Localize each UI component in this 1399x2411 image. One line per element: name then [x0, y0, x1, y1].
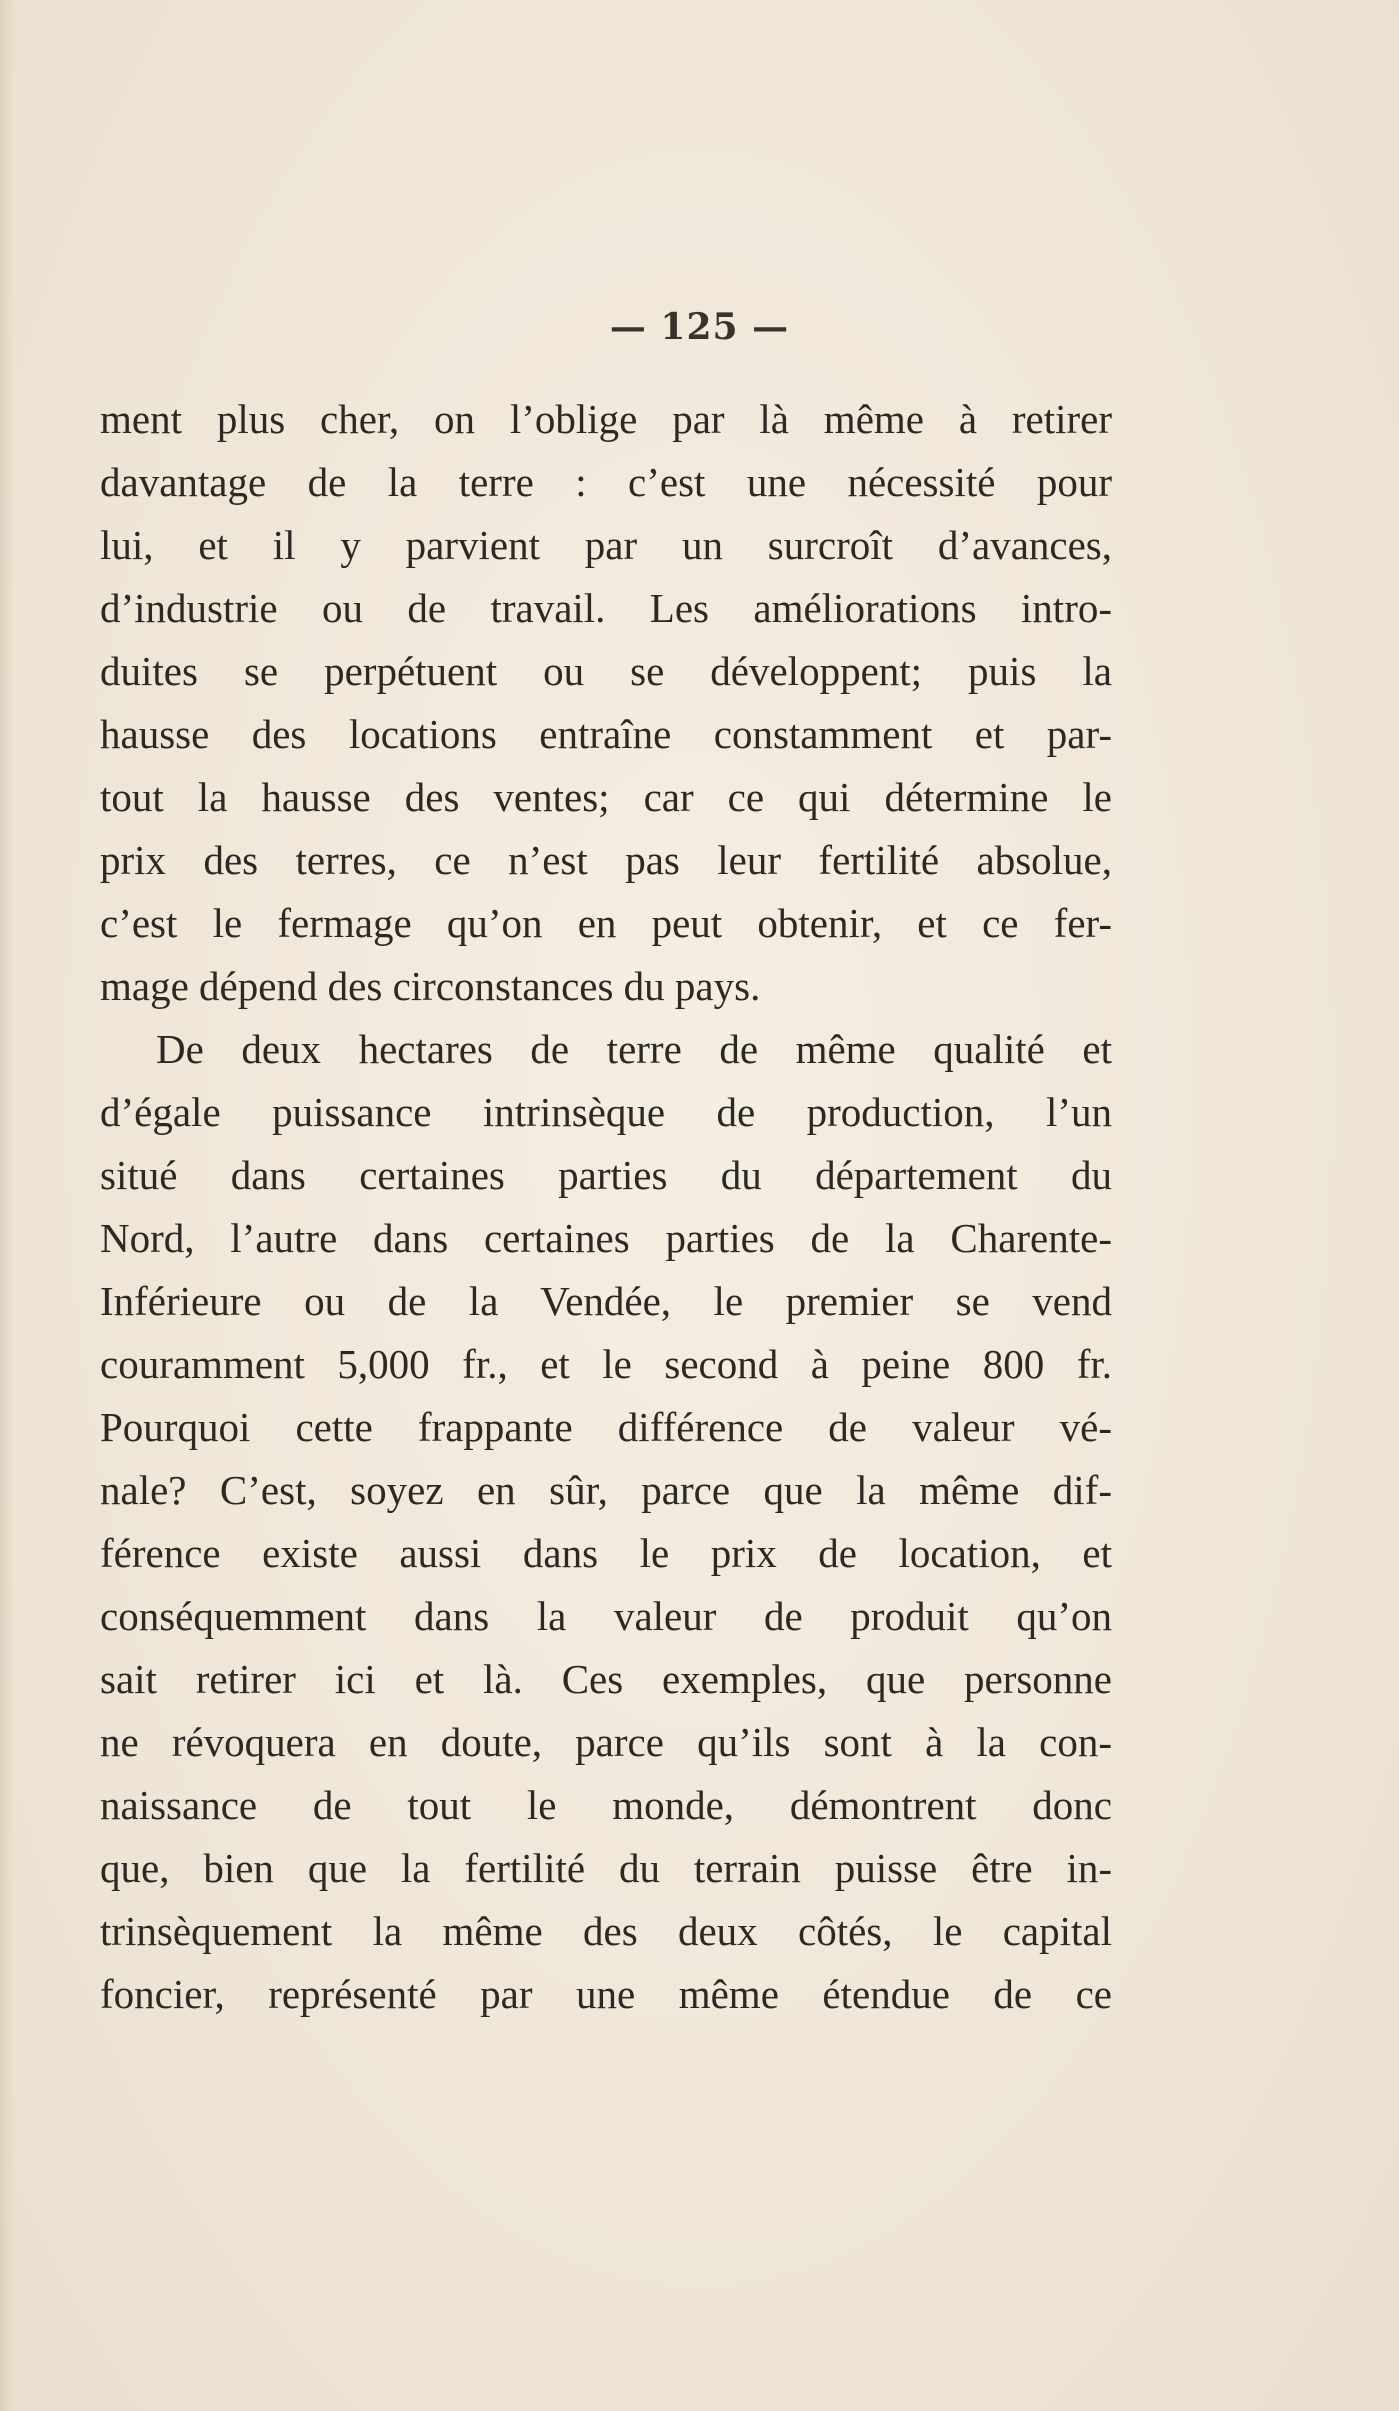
text-line: d’industrie ou de travail. Les améliorations intro- — [100, 585, 1112, 631]
page-number: — 125 — — [609, 306, 790, 348]
text-line: Pourquoi cette frappante différence de valeur vé- — [100, 1404, 1112, 1450]
text-line: d’égale puissance intrinsèque de production, l’un — [100, 1089, 1112, 1135]
text-line: tout la hausse des ventes; car ce qui détermine le — [100, 774, 1112, 820]
page-edge-shadow — [0, 0, 14, 2411]
paragraph-end-line: mage dépend des circonstances du pays. — [100, 963, 761, 1009]
text-line: duites se perpétuent ou se développent; puis la — [100, 648, 1112, 694]
text-line: foncier, représenté par une même étendue de ce — [100, 1971, 1112, 2017]
text-line: prix des terres, ce n’est pas leur fertilité absolue, — [100, 837, 1112, 883]
text-line: davantage de la terre : c’est une nécessité pour — [100, 459, 1112, 505]
text-line: hausse des locations entraîne constamment et par- — [100, 711, 1112, 757]
text-line: conséquemment dans la valeur de produit qu’on — [100, 1593, 1112, 1639]
text-line: lui, et il y parvient par un surcroît d’avances, — [100, 522, 1112, 568]
text-line: couramment 5,000 fr., et le second à peine 800 fr. — [100, 1341, 1112, 1387]
text-line: Nord, l’autre dans certaines parties de la Charente- — [100, 1215, 1112, 1261]
text-line: nale? C’est, soyez en sûr, parce que la même dif- — [100, 1467, 1112, 1513]
body-text — [100, 388, 1112, 2026]
paragraph-start-line: De deux hectares de terre de même qualité et — [156, 1026, 1112, 1072]
text-line: naissance de tout le monde, démontrent donc — [100, 1782, 1112, 1828]
text-line: férence existe aussi dans le prix de location, et — [100, 1530, 1112, 1576]
text-line: situé dans certaines parties du département du — [100, 1152, 1112, 1198]
text-line: sait retirer ici et là. Ces exemples, que personne — [100, 1656, 1112, 1702]
text-line: ne révoquera en doute, parce qu’ils sont à la con- — [100, 1719, 1112, 1765]
text-line: trinsèquement la même des deux côtés, le capital — [100, 1908, 1112, 1954]
text-line: que, bien que la fertilité du terrain puisse être in- — [100, 1845, 1112, 1891]
text-line: c’est le fermage qu’on en peut obtenir, et ce fer- — [100, 900, 1112, 946]
text-line: Inférieure ou de la Vendée, le premier se vend — [100, 1278, 1112, 1324]
text-line: ment plus cher, on l’oblige par là même à retirer — [100, 396, 1112, 442]
